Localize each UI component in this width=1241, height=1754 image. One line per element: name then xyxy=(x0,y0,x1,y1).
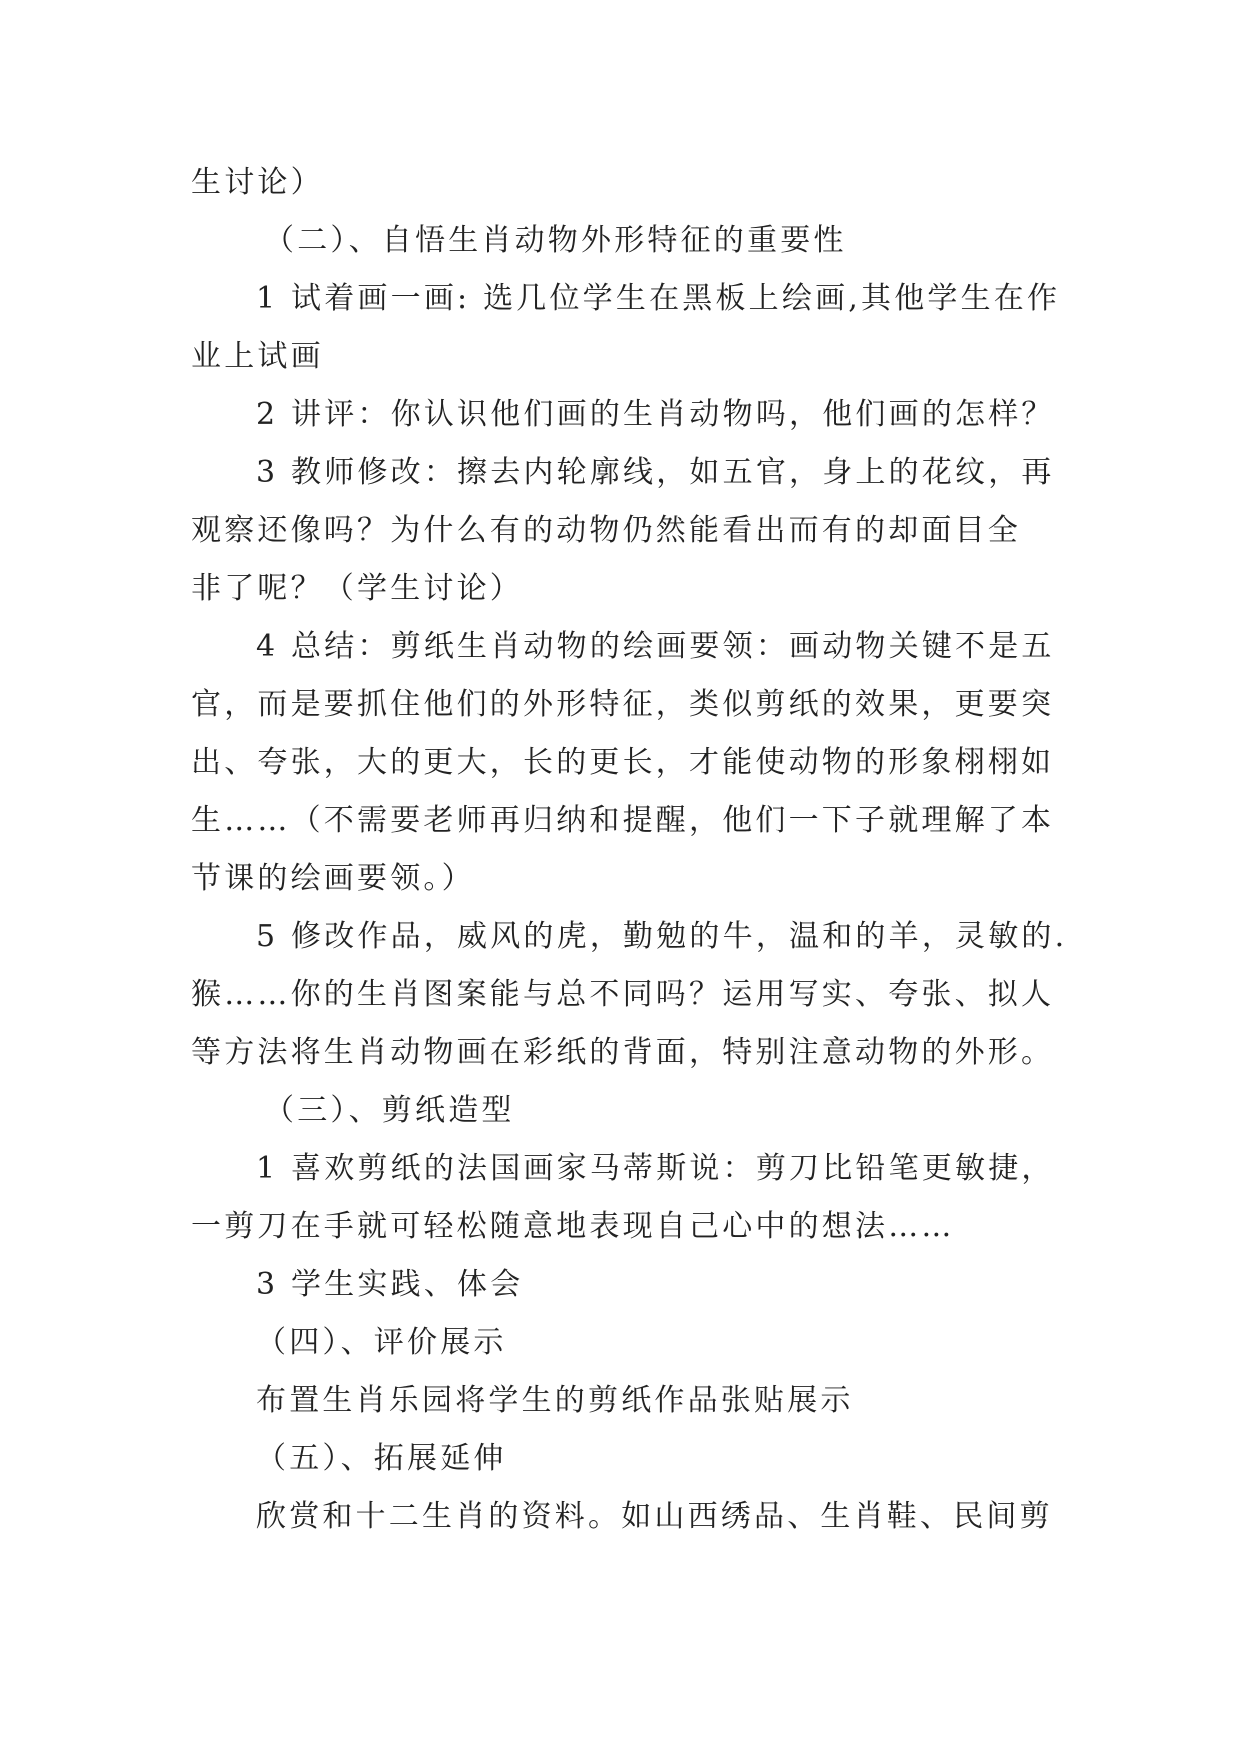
text-line-1: 生讨论） xyxy=(191,165,324,200)
text-line-3: 1 试着画一画: 选几位学生在黑板上绘画,其他学生在作 xyxy=(256,281,1061,316)
text-line-20: 3 学生实践、体会 xyxy=(256,1267,524,1302)
text-line-9: 4 总结：剪纸生肖动物的绘画要领：画动物关键不是五 xyxy=(256,629,1055,664)
text-line-8: 非了呢？（学生讨论） xyxy=(191,571,523,606)
text-line-6: 3 教师修改：擦去内轮廓线，如五官，身上的花纹，再 xyxy=(256,455,1055,490)
section-heading-4: （四）、评价展示 xyxy=(256,1325,507,1360)
text-line-16: 等方法将生肖动物画在彩纸的背面，特别注意动物的外形。 xyxy=(191,1035,1055,1070)
section-heading-2: （二）、自悟生肖动物外形特征的重要性 xyxy=(264,223,847,258)
section-heading-3: （三）、剪纸造型 xyxy=(264,1093,515,1128)
text-line-4: 业上试画 xyxy=(191,339,324,374)
text-line-11: 出、夸张，大的更大，长的更长，才能使动物的形象栩栩如 xyxy=(191,745,1055,780)
text-line-24: 欣赏和十二生肖的资料。如山西绣品、生肖鞋、民间剪 xyxy=(256,1499,1053,1534)
text-line-10: 官，而是要抓住他们的外形特征，类似剪纸的效果，更要突 xyxy=(191,687,1055,722)
text-line-14: 5 修改作品，威风的虎，勤勉的牛，温和的羊，灵敏的. xyxy=(256,919,1068,954)
text-line-5: 2 讲评：你认识他们画的生肖动物吗，他们画的怎样？ xyxy=(256,397,1055,432)
text-line-15: 猴……你的生肖图案能与总不同吗？运用写实、夸张、拟人 xyxy=(191,977,1055,1012)
text-line-18: 1 喜欢剪纸的法国画家马蒂斯说：剪刀比铅笔更敏捷， xyxy=(256,1151,1055,1186)
text-line-7: 观察还像吗？为什么有的动物仍然能看出而有的却面目全 xyxy=(191,513,1021,548)
section-heading-5: （五）、拓展延伸 xyxy=(256,1441,507,1476)
text-line-22: 布置生肖乐园将学生的剪纸作品张贴展示 xyxy=(256,1383,854,1418)
text-line-19: 一剪刀在手就可轻松随意地表现自己心中的想法…… xyxy=(191,1209,955,1244)
text-line-12: 生……（不需要老师再归纳和提醒，他们一下子就理解了本 xyxy=(191,803,1055,838)
text-line-13: 节课的绘画要领。） xyxy=(191,861,475,896)
